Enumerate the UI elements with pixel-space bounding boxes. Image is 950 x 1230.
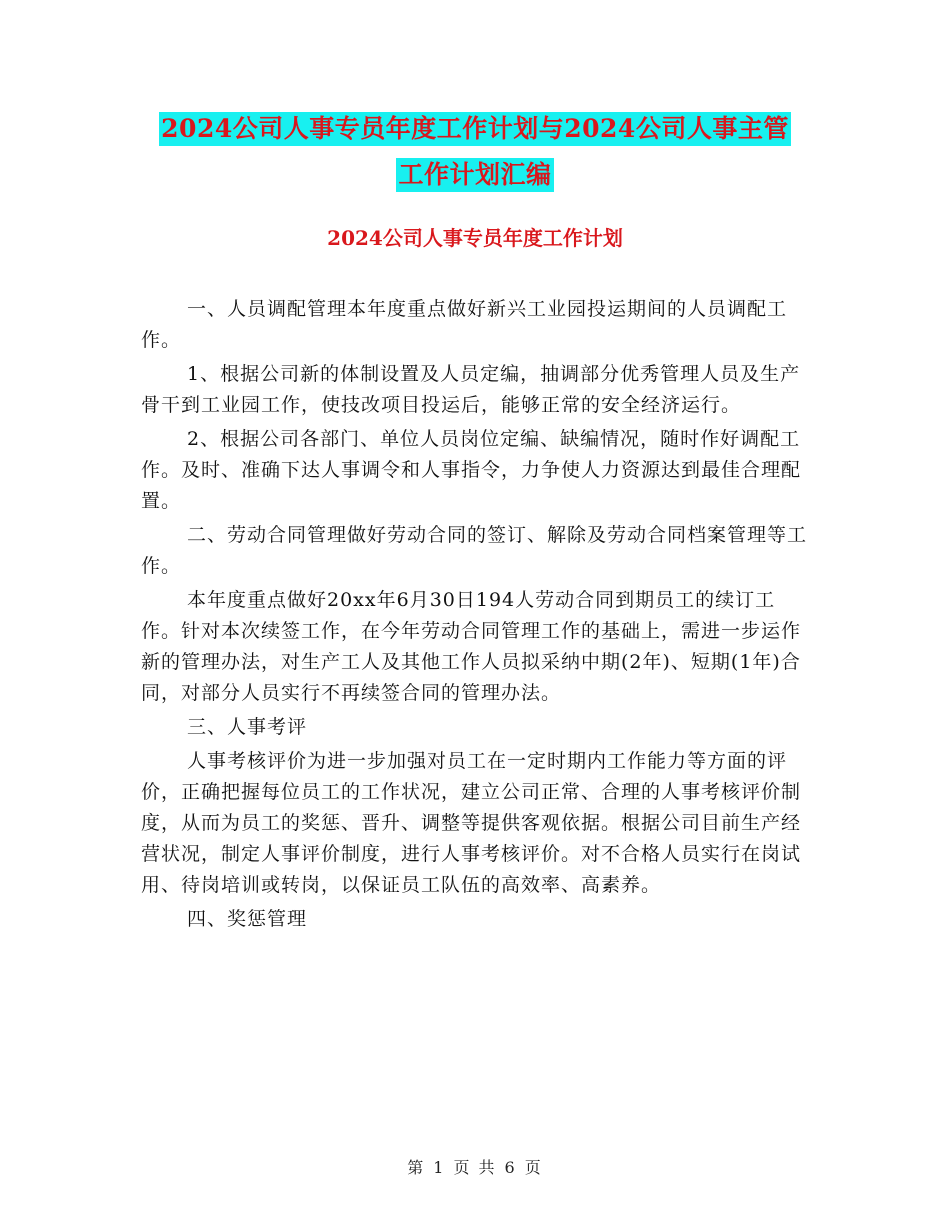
paragraph: 二、劳动合同管理做好劳动合同的签订、解除及劳动合同档案管理等工作。 (141, 524, 808, 577)
document-body (141, 292, 813, 938)
page-number-total: 6 (504, 1158, 517, 1177)
paragraph: 一、人员调配管理本年度重点做好新兴工业园投运期间的人员调配工作。 (141, 298, 788, 351)
paragraph: 人事考核评价为进一步加强对员工在一定时期内工作能力等方面的评价，正确把握每位员工的工作状况，建立公司正常、合理的人事考核评价制度，从而为员工的奖惩、晋升、调整等提供客观依据。根据公司目前生产经营状况，制定人事评价制度，进行人事考核评价。对不合格人员实行在岗试用、待岗培训或转岗，以保证员工队伍的高效率、高素养。 (141, 750, 802, 896)
paragraph: 本年度重点做好20xx年6月30日194人劳动合同到期员工的续订工作。针对本次续签工作，在今年劳动合同管理工作的基础上，需进一步运作新的管理办法，对生产工人及其他工作人员拟采纳中期(2年)、短期(1年)合同，对部分人员实行不再续签合同的管理办法。 (141, 589, 802, 704)
page-footer (0, 1155, 950, 1178)
document-title (0, 112, 950, 192)
page-label-suffix: 页 (524, 1158, 543, 1177)
page-number-current: 1 (433, 1158, 446, 1177)
paragraph: 四、奖惩管理 (187, 908, 308, 930)
section-title: 2024公司人事专员年度工作计划 (327, 226, 623, 250)
page-label-mid: 页 共 (453, 1158, 497, 1177)
title-line-1: 2024公司人事专员年度工作计划与2024公司人事主管 (159, 112, 791, 146)
paragraph: 三、人事考评 (187, 716, 308, 738)
page-label-prefix: 第 (407, 1158, 426, 1177)
paragraph: 1、根据公司新的体制设置及人员定编，抽调部分优秀管理人员及生产骨干到工业园工作，使技改项目投运后，能够正常的安全经济运行。 (141, 363, 801, 416)
paragraph: 2、根据公司各部门、单位人员岗位定编、缺编情况，随时作好调配工作。及时、准确下达人事调令和人事指令，力争使人力资源达到最佳合理配置。 (141, 428, 802, 512)
title-line-2: 工作计划汇编 (396, 158, 553, 192)
